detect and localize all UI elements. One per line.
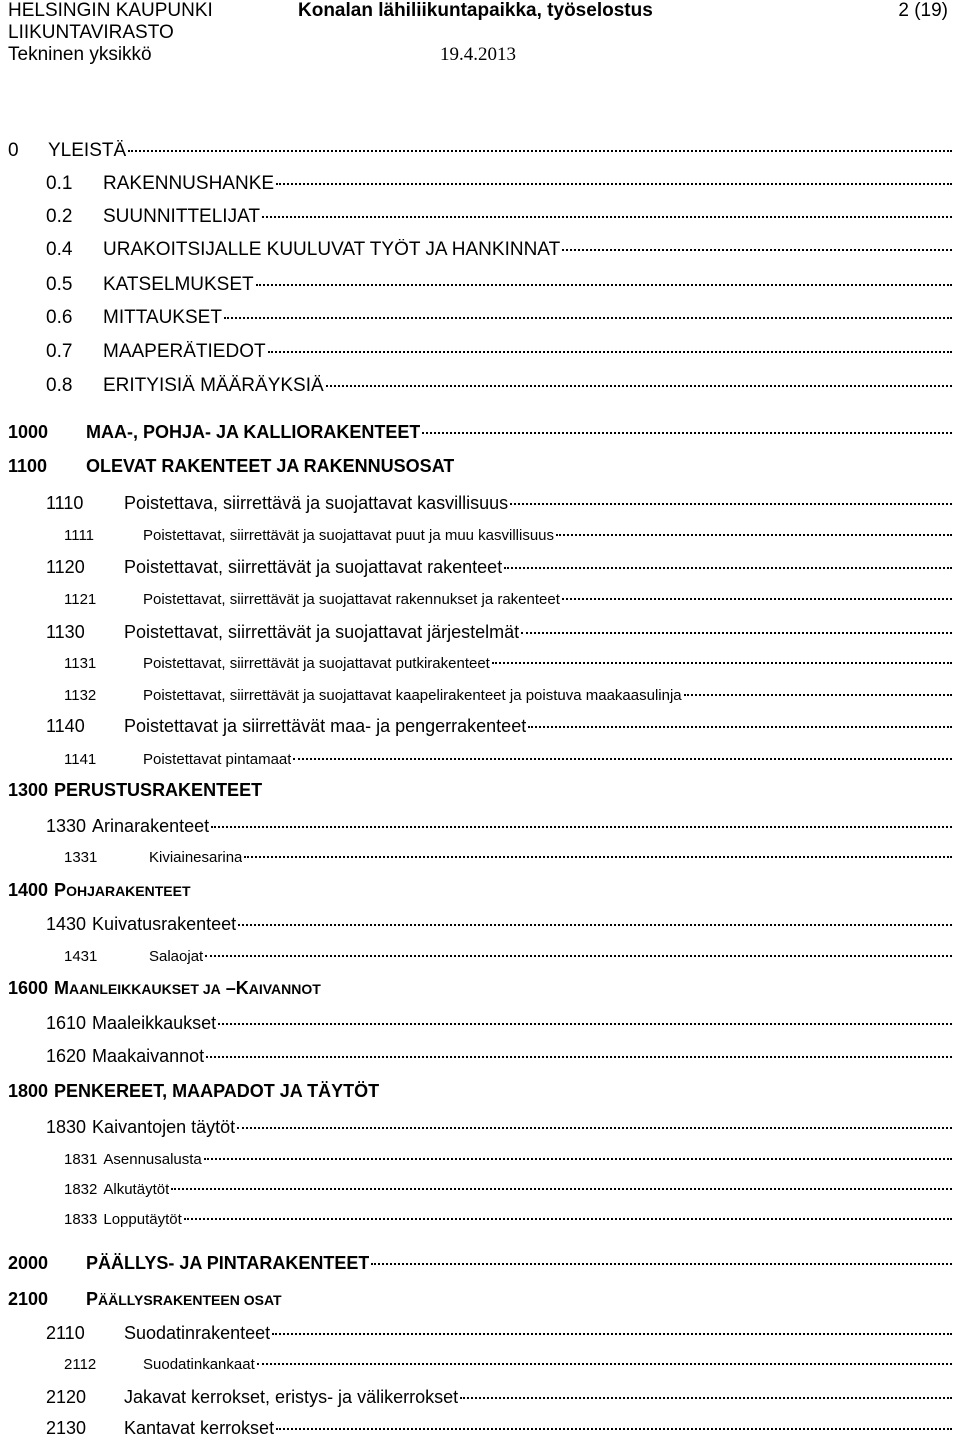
- toc-entry[interactable]: 1331 Kiviainesarina: [0, 849, 960, 875]
- toc-entry[interactable]: 1300 PERUSTUSRAKENTEET: [8, 780, 263, 800]
- page-number: 2 (19): [898, 0, 948, 21]
- toc-entry[interactable]: 1620 Maakaivannot: [0, 1046, 960, 1072]
- toc-entry[interactable]: 2100 PÄÄLLYSRAKENTEEN OSAT: [8, 1289, 282, 1309]
- toc-entry[interactable]: 1140 Poistettavat ja siirrettävät maa- ja pengerrakenteet: [0, 716, 960, 742]
- toc-leader: [262, 216, 952, 218]
- toc-entry[interactable]: 2112 Suodatinkankaat: [0, 1356, 960, 1382]
- toc-leader: [460, 1397, 952, 1399]
- toc-entry[interactable]: 1800 PENKEREET, MAAPADOT JA TÄYTÖT: [8, 1081, 380, 1101]
- toc-leader: [276, 1428, 952, 1430]
- toc-entry[interactable]: 2000 PÄÄLLYS- JA PINTARAKENTEET: [0, 1253, 960, 1279]
- toc-leader: [206, 1056, 952, 1058]
- toc-leader: [422, 432, 952, 434]
- document-date: 19.4.2013: [440, 44, 516, 65]
- toc-leader: [218, 1023, 952, 1025]
- toc-entry[interactable]: 1111 Poistettavat, siirrettävät ja suojattavat puut ja muu kasvillisuus: [0, 527, 960, 553]
- toc-entry[interactable]: 1833 Lopputäytöt: [0, 1211, 960, 1237]
- unit-name: Tekninen yksikkö: [8, 44, 152, 65]
- toc-entry[interactable]: 1132 Poistettavat, siirrettävät ja suojattavat kaapelirakenteet ja poistuva maakaasulinja: [0, 687, 960, 713]
- toc-leader: [492, 662, 952, 664]
- toc-leader: [256, 284, 952, 286]
- organization-name: HELSINGIN KAUPUNKI: [8, 0, 213, 21]
- toc-leader: [510, 503, 952, 505]
- toc-entry[interactable]: 0.8 ERITYISIÄ MÄÄRÄYKSIÄ: [0, 375, 960, 401]
- toc-leader: [528, 726, 952, 728]
- department-name: LIIKUNTAVIRASTO: [8, 22, 174, 43]
- toc-entry[interactable]: 1130 Poistettavat, siirrettävät ja suojattavat järjestelmät: [0, 622, 960, 648]
- toc-entry[interactable]: 1131 Poistettavat, siirrettävät ja suojattavat putkirakenteet: [0, 655, 960, 681]
- toc-entry[interactable]: 2130 Kantavat kerrokset: [0, 1418, 960, 1444]
- toc-entry[interactable]: 0.1 RAKENNUSHANKE: [0, 173, 960, 199]
- toc-leader: [684, 694, 952, 696]
- toc-entry[interactable]: 1400 POHJARAKENTEET: [8, 880, 191, 900]
- toc-leader: [211, 826, 952, 828]
- toc-entry[interactable]: 1830 Kaivantojen täytöt: [0, 1117, 960, 1143]
- toc-entry[interactable]: 0.6 MITTAUKSET: [0, 307, 960, 333]
- toc-leader: [257, 1363, 952, 1365]
- toc-leader: [272, 1333, 952, 1335]
- toc-entry[interactable]: 1431 Salaojat: [0, 948, 960, 974]
- toc-entry[interactable]: 1000 MAA-, POHJA- JA KALLIORAKENTEET: [0, 422, 960, 448]
- toc-leader: [521, 632, 952, 634]
- toc-entry[interactable]: 1141 Poistettavat pintamaat: [0, 751, 960, 777]
- toc-entry[interactable]: 2110 Suodatinrakenteet: [0, 1323, 960, 1349]
- toc-entry[interactable]: 0.2 SUUNNITTELIJAT: [0, 206, 960, 232]
- toc-entry[interactable]: 1120 Poistettavat, siirrettävät ja suojattavat rakenteet: [0, 557, 960, 583]
- toc-leader: [238, 924, 952, 926]
- toc-leader: [224, 317, 952, 319]
- toc-leader: [371, 1263, 952, 1265]
- toc-entry[interactable]: 1100 OLEVAT RAKENTEET JA RAKENNUSOSAT: [8, 456, 455, 476]
- toc-entry[interactable]: 1330 Arinarakenteet: [0, 816, 960, 842]
- toc-entry[interactable]: 1600 MAANLEIKKAUKSET JA –KAIVANNOT: [8, 978, 321, 998]
- toc-leader: [276, 183, 952, 185]
- toc-leader: [326, 385, 952, 387]
- toc-leader: [204, 1158, 952, 1160]
- document-title: Konalan lähiliikuntapaikka, työselostus: [298, 0, 653, 21]
- toc-entry[interactable]: 1121 Poistettavat, siirrettävät ja suojattavat rakennukset ja rakenteet: [0, 591, 960, 617]
- toc-leader: [562, 249, 952, 251]
- toc-entry[interactable]: 1832 Alkutäytöt: [0, 1181, 960, 1207]
- toc-leader: [504, 567, 952, 569]
- toc-leader: [237, 1127, 952, 1129]
- toc-leader: [268, 351, 952, 353]
- toc-leader: [128, 150, 952, 152]
- toc-entry[interactable]: 0.7 MAAPERÄTIEDOT: [0, 341, 960, 367]
- toc-entry[interactable]: 2120 Jakavat kerrokset, eristys- ja välikerrokset: [0, 1387, 960, 1413]
- toc-leader: [556, 534, 952, 536]
- toc-entry[interactable]: 0.4 URAKOITSIJALLE KUULUVAT TYÖT JA HANKINNAT: [0, 239, 960, 265]
- toc-entry[interactable]: 0 YLEISTÄ: [0, 140, 960, 166]
- toc-leader: [205, 955, 952, 957]
- toc-leader: [171, 1188, 952, 1190]
- toc-leader: [293, 758, 952, 760]
- toc-leader: [184, 1218, 952, 1220]
- toc-entry[interactable]: 1430 Kuivatusrakenteet: [0, 914, 960, 940]
- toc-entry[interactable]: 1610 Maaleikkaukset: [0, 1013, 960, 1039]
- toc-entry[interactable]: 1831 Asennusalusta: [0, 1151, 960, 1177]
- toc-leader: [244, 856, 952, 858]
- toc-leader: [562, 598, 952, 600]
- toc-entry[interactable]: 0.5 KATSELMUKSET: [0, 274, 960, 300]
- toc-entry[interactable]: 1110 Poistettava, siirrettävä ja suojattavat kasvillisuus: [0, 493, 960, 519]
